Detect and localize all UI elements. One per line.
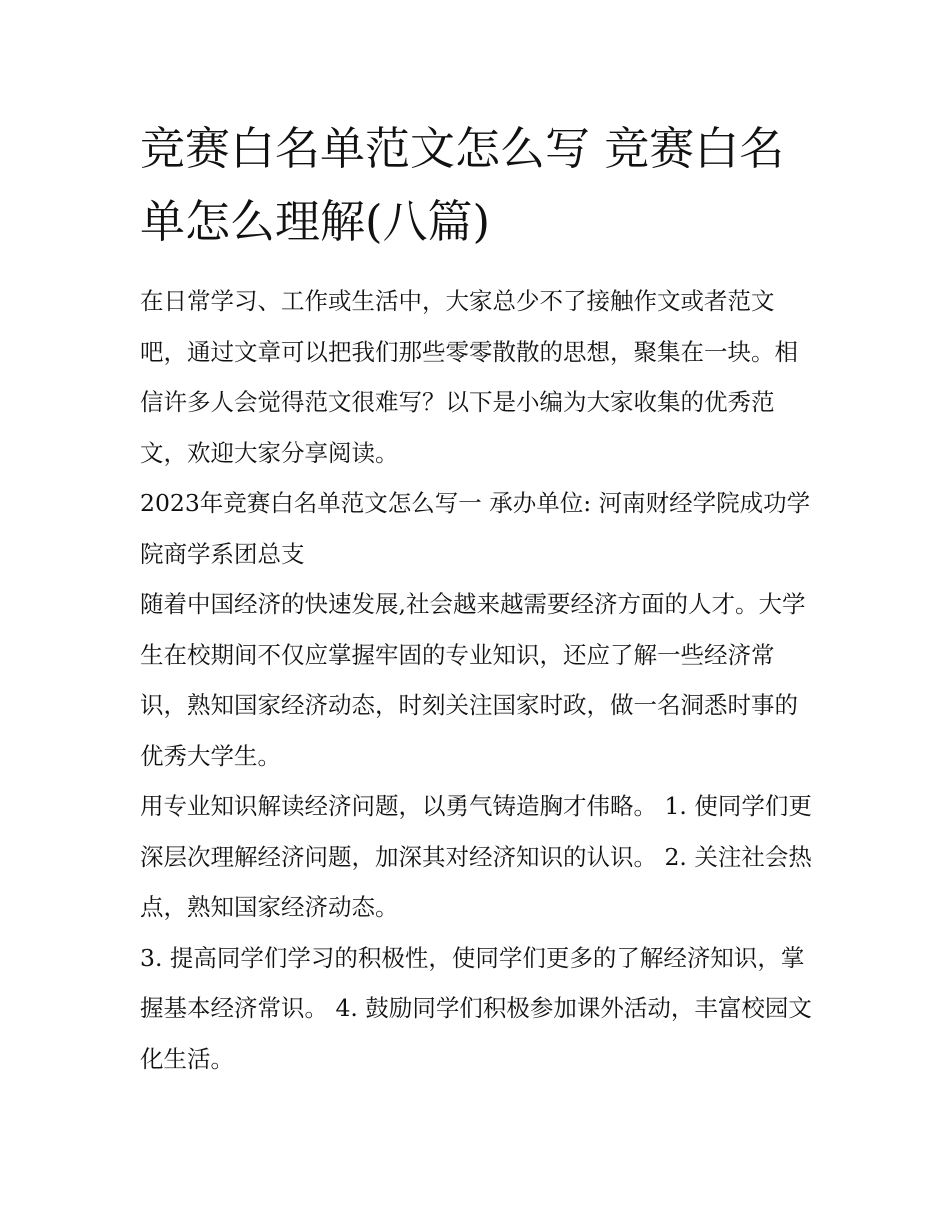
paragraph-organizer: 2023年竞赛白名单范文怎么写一 承办单位: 河南财经学院成功学院商学系团总支: [140, 489, 811, 568]
paragraph-purpose-2: 3. 提高同学们学习的积极性，使同学们更多的了解经济知识，掌握基本经济常识。 4. 鼓励同学们积极参加课外活动，丰富校园文化生活。: [140, 943, 812, 1073]
paragraph-background: 随着中国经济的快速发展,社会越来越需要经济方面的人才。大学生在校期间不仅应掌握牢固的专业知识，还应了解一些经济常识，熟知国家经济动态，时刻关注国家时政，做一名洞悉时事的优秀大学生。: [140, 590, 806, 770]
document-title: 竞赛白名单范文怎么写 竞赛白名单怎么理解(八篇): [140, 122, 785, 248]
paragraph-intro: 在日常学习、工作或生活中，大家总少不了接触作文或者范文吧，通过文章可以把我们那些零零散散的思想，聚集在一块。相信许多人会觉得范文很难写？以下是小编为大家收集的优秀范文，欢迎大家分享阅读。: [140, 287, 798, 467]
paragraph-purpose-1: 用专业知识解读经济问题，以勇气铸造胸才伟略。 1. 使同学们更深层次理解经济问题，加深其对经济知识的认识。 2. 关注社会热点，熟知国家经济动态。: [140, 792, 812, 921]
document-page: [140, 112, 820, 1084]
